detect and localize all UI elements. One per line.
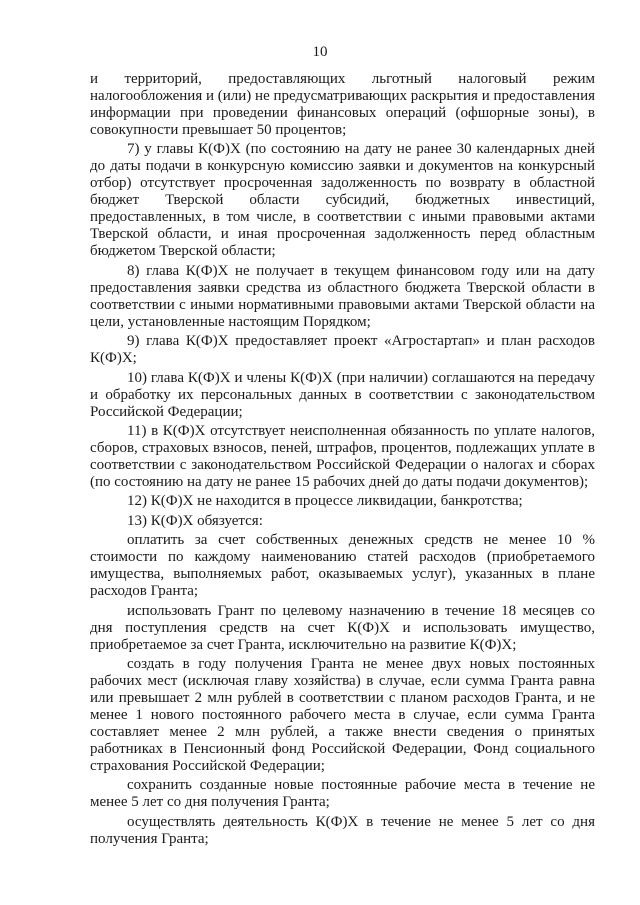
paragraph-obligation-cofinance: оплатить за счет собственных денежных средств не менее 10 % стоимости по каждому наименованию статей расходов (приобретаемого имущества, выполняемых работ, оказываемых услуг), указанных в плане расходов Гранта; xyxy=(90,532,595,600)
page-number: 10 xyxy=(312,44,328,60)
paragraph-item-12: 12) К(Ф)Х не находится в процессе ликвидации, банкротства; xyxy=(127,493,523,510)
paragraph-item-9: 9) глава К(Ф)Х предоставляет проект «Агростартап» и план расходов К(Ф)Х; xyxy=(90,333,595,367)
paragraph-item-11: 11) в К(Ф)Х отсутствует неисполненная обязанность по уплате налогов, сборов, страховых взносов, пеней, штрафов, процентов, подлежащих уплате в соответствии с законодательством Российской Федерации о налогах и сборах (по состоянию на дату не ранее 15 рабочих дней до даты подачи документов); xyxy=(90,422,595,490)
paragraph-obligation-create-jobs: создать в году получения Гранта не менее двух новых постоянных рабочих мест (исключая главу хозяйства) в случае, если сумма Гранта равна или превышает 2 млн рублей в соответствии с планом расходов Гранта, и не менее 1 нового постоянного рабочего места в случае, если сумма Гранта составляет менее 2 млн рублей, а также внести сведения о принятых работниках в Пенсионный фонд Российской Федерации, Фонд социального страхования Российской Федерации; xyxy=(90,655,595,774)
paragraph-continuation: и территорий, предоставляющих льготный налоговый режим налогообложения и (или) не предусматривающих раскрытия и предоставления информации при проведении финансовых операций (офшорные зоны), в совокупности превышает 50 процентов; xyxy=(90,71,595,138)
paragraph-obligation-operate: осуществлять деятельность К(Ф)Х в течение не менее 5 лет со дня получения Гранта; xyxy=(90,813,595,847)
paragraph-item-7: 7) у главы К(Ф)Х (по состоянию на дату не ранее 30 календарных дней до даты подачи в конкурсную комиссию заявки и документов на конкурсный отбор) отсутствует просроченная задолженность по возврату в областной бюджет Тверской области субсидий, бюджетных инвестиций, предоставленных, в том числе, в соответствии с иными правовыми актами Тверской области, и иная просроченная задолженность перед областным бюджетом Тверской области; xyxy=(90,141,595,260)
document-body xyxy=(90,71,595,850)
paragraph-item-13: 13) К(Ф)Х обязуется: xyxy=(127,512,263,529)
paragraph-item-8: 8) глава К(Ф)Х не получает в текущем финансовом году или на дату предоставления заявки средства из областного бюджета Тверской области в соответствии с иными нормативными правовыми актами Тверской области на цели, установленные настоящим Порядком; xyxy=(90,262,595,330)
paragraph-obligation-keep-jobs: сохранить созданные новые постоянные рабочие места в течение не менее 5 лет со дня получения Гранта; xyxy=(90,777,595,811)
paragraph-obligation-use-grant: использовать Грант по целевому назначению в течение 18 месяцев со дня поступления средств на счет К(Ф)Х и использовать имущество, приобретаемое за счет Гранта, исключительно на развитие К(Ф)Х; xyxy=(90,602,595,653)
paragraph-item-10: 10) глава К(Ф)Х и члены К(Ф)Х (при наличии) соглашаются на передачу и обработку их персональных данных в соответствии с законодательством Российской Федерации; xyxy=(90,369,595,420)
